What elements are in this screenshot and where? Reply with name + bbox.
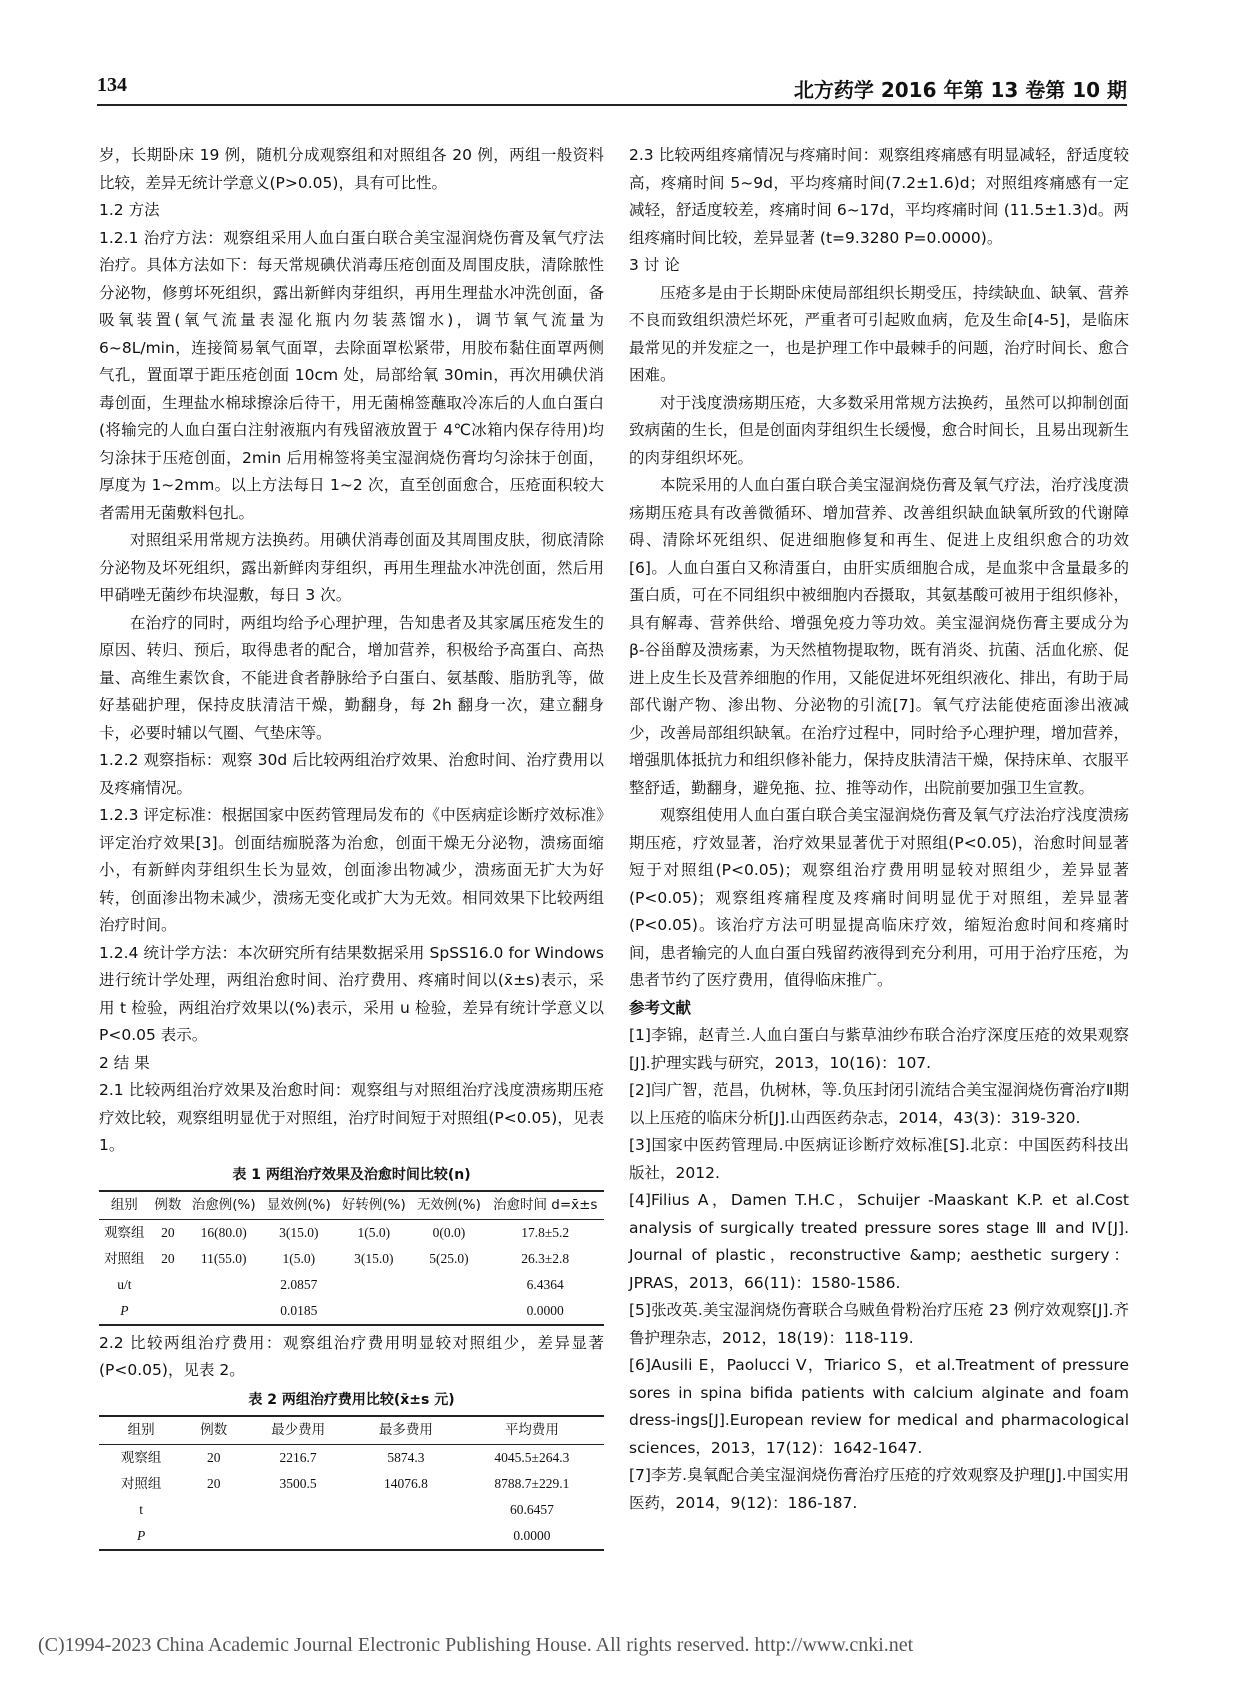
heading-methods: 1.2 方法	[99, 201, 160, 219]
table-cell: 16(80.0)	[200, 1224, 247, 1240]
heading-results: 2 结 果	[99, 1053, 150, 1072]
table-row	[99, 1298, 604, 1325]
copyright-footer: (C)1994-2023 China Academic Journal Electronic Publishing House. All rights reserved. http://www.cnki.net	[38, 1634, 914, 1656]
heading-discussion: 3 讨 论	[629, 256, 680, 274]
table-row	[99, 1272, 604, 1298]
table-cell: 17.8±5.2	[521, 1224, 570, 1240]
paragraph-discussion-1: 压疮多是由于长期卧床使局部组织长期受压，持续缺血、缺氧、营养不良而致组织溃烂坏死，严重者可引起败血病，危及生命[4-5]，是临床最常见的并发症之一，也是护理工作中最棘手的问题，治疗时间长、愈合困难。	[629, 283, 1129, 384]
table-cell: 0.0000	[513, 1527, 551, 1543]
table-cell	[186, 1298, 261, 1325]
table2-caption: 表 2 两组治疗费用比较(x̄±s 元)	[248, 1391, 455, 1408]
table-cell	[150, 1298, 187, 1325]
table-cell: u/t	[117, 1276, 132, 1292]
table-cell: 2216.7	[279, 1449, 317, 1465]
table2-header: 例数	[200, 1421, 228, 1438]
table-cell: 0.0000	[526, 1302, 564, 1318]
header-rule	[97, 104, 1127, 106]
reference-item: [1]李锦，赵青兰.人血白蛋白与紫草油纱布联合治疗深度压疮的效果观察[J].护理实践与研究，2013，10(16)：107.	[629, 1026, 1129, 1072]
table-cell: 1(5.0)	[282, 1250, 316, 1266]
table-cell: 20	[161, 1250, 175, 1266]
table-cell: 3500.5	[279, 1475, 317, 1491]
table1	[99, 1190, 604, 1326]
table-cell: 3(15.0)	[354, 1250, 394, 1266]
reference-item: [5]张改英.美宝湿润烧伤膏联合乌贼鱼骨粉治疗压疮 23 例疗效观察[J].齐鲁护理杂志，2012，18(19)：118-119.	[629, 1301, 1129, 1347]
table-cell: 11(55.0)	[200, 1250, 247, 1266]
table2-header: 平均费用	[504, 1421, 559, 1438]
table1-header: 治愈时间 d=x̄±s	[492, 1196, 598, 1213]
heading-references: 参考文献	[629, 998, 692, 1017]
table-cell: 3(15.0)	[279, 1224, 319, 1240]
table-cell	[411, 1272, 486, 1298]
table-cell: 8788.7±229.1	[494, 1475, 570, 1491]
table-cell	[183, 1523, 244, 1550]
reference-item: [7]李芳.臭氧配合美宝湿润烧伤膏治疗压疮的疗效观察及护理[J].中国实用医药，2014，9(12)：186-187.	[629, 1466, 1129, 1512]
paragraph-indicators: 1.2.2 观察指标：观察 30d 后比较两组治疗效果、治愈时间、治疗费用以及疼痛情况。	[99, 751, 604, 797]
table-cell	[352, 1523, 460, 1550]
paragraph-discussion-4: 观察组使用人血白蛋白联合美宝湿润烧伤膏及氧气疗法治疗浅度溃疡期压疮，疗效显著，治疗效果显著优于对照组(P<0.05)，治愈时间显著短于对照组(P<0.05)；观察组治疗费用明显较对照组少，差异显著(P<0.05)；观察组疼痛程度及疼痛时间明显优于对照组，差异显著(P<0.05)。该治疗方法可明显提高临床疗效，缩短治愈时间和疼痛时间，患者输完的人血白蛋白残留药液得到充分利用，可用于治疗压疮，为患者节约了医疗费用，值得临床推广。	[629, 806, 1129, 989]
table-cell: 60.6457	[509, 1501, 554, 1517]
table2-header: 最多费用	[378, 1421, 433, 1438]
table-cell	[150, 1272, 187, 1298]
paragraph-discussion-2: 对于浅度溃疡期压疮，大多数采用常规方法换药，虽然可以抑制创面致病菌的生长，但是创面肉芽组织生长缓慢，愈合时间长，且易出现新生的肉芽组织坏死。	[629, 393, 1129, 467]
paragraph-treatment-method: 1.2.1 治疗方法：观察组采用人血白蛋白联合美宝湿润烧伤膏及氧气疗法治疗。具体方法如下：每天常规碘伏消毒压疮创面及周围皮肤，清除脓性分泌物，修剪坏死组织，露出新鲜肉芽组织，再用生理盐水冲洗创面，备吸氧装置(氧气流量表湿化瓶内勿装蒸馏水)，调节氧气流量为 6~8L/min，连接简易氧气面罩，去除面罩松紧带，用胶布黏住面罩两侧气孔，置面罩于距压疮创面 10cm 处，局部给氧 30min，再次用碘伏消毒创面，生理盐水棉球擦涂后待干，用无菌棉签蘸取冷冻后的人血白蛋白(将输完的人血白蛋白注射液瓶内有残留液放置于 4℃冰箱内保存待用)均匀涂抹于压疮创面，2min 后用棉签将美宝湿润烧伤膏均匀涂抹于创面，厚度为 1~2mm。以上方法每日 1~2 次，直至创面愈合，压疮面积较大者需用无菌敷料包扎。	[99, 228, 604, 522]
table-cell	[352, 1497, 460, 1523]
table-row	[99, 1219, 604, 1246]
table-cell: 20	[207, 1449, 221, 1465]
table-cell	[336, 1298, 411, 1325]
table-cell: 0.0185	[280, 1302, 318, 1318]
paragraph-criteria: 1.2.3 评定标准：根据国家中医药管理局发布的《中医病症诊断疗效标准》评定治疗效果[3]。创面结痂脱落为治愈，创面干燥无分泌物，溃疡面缩小，有新鲜肉芽组织生长为显效，创面渗出物减少，溃疡面无扩大为好转，创面渗出物未减少，溃疡无变化或扩大为无效。相同效果下比较两组治疗时间。	[99, 806, 604, 934]
paragraph-nursing: 在治疗的同时，两组均给予心理护理，告知患者及其家属压疮发生的原因、转归、预后，取得患者的配合，增加营养，积极给予高蛋白、高热量、高维生素饮食，不能进食者静脉给予白蛋白、氨基酸、脂肪乳等，做好基础护理，保持皮肤清洁干燥，勤翻身，每 2h 翻身一次，建立翻身卡，必要时辅以气圈、气垫床等。	[99, 613, 604, 742]
table-cell: 5874.3	[387, 1449, 425, 1465]
table-row	[99, 1471, 604, 1497]
reference-item: [6]Ausili E，Paolucci V，Triarico S，et al.Treatment of pressure sores in spina bifida patients with calcium alginate and foam dress-ings[J].European review for medical and pharmacological sciences，2013，17(12)：1642-1647.	[629, 1356, 1129, 1457]
table-cell: 对照组	[120, 1475, 162, 1491]
reference-item: [2]闫广智，范昌，仇树林，等.负压封闭引流结合美宝湿润烧伤膏治疗Ⅱ期以上压疮的临床分析[J].山西医药杂志，2014，43(3)：319-320.	[629, 1081, 1129, 1127]
table1-header: 显效例(%)	[266, 1196, 331, 1213]
table-cell: 0(0.0)	[432, 1224, 466, 1240]
paragraph-result-2-3: 2.3 比较两组疼痛情况与疼痛时间：观察组疼痛感有明显减轻，舒适度较高，疼痛时间 5~9d，平均疼痛时间(7.2±1.6)d；对照组疼痛感有一定减轻，舒适度较差，疼痛时间 6~17d，平均疼痛时间 (11.5±1.3)d。两组疼痛时间比较，差异显著 (t=9.3280 P=0.0000)。	[629, 146, 1129, 247]
table-cell: 1(5.0)	[357, 1224, 391, 1240]
table-row	[99, 1523, 604, 1550]
table-cell	[244, 1523, 352, 1550]
table-cell: 20	[161, 1224, 175, 1240]
paragraph-result-2-2: 2.2 比较两组治疗费用：观察组治疗费用明显较对照组少，差异显著(P<0.05)，见表 2。	[99, 1333, 604, 1379]
table-cell	[186, 1272, 261, 1298]
table2-header: 最少费用	[271, 1421, 326, 1438]
table-cell: P	[120, 1302, 129, 1318]
table1-header: 无效例(%)	[416, 1196, 481, 1213]
table2-header: 组别	[127, 1421, 155, 1438]
table1-caption: 表 1 两组治疗效果及治愈时间比较(n)	[232, 1166, 471, 1183]
table-row	[99, 1444, 604, 1471]
paragraph-discussion-3: 本院采用的人血白蛋白联合美宝湿润烧伤膏及氧气疗法，治疗浅度溃疡期压疮具有改善微循环、增加营养、改善组织缺血缺氧所致的代谢障碍、清除坏死组织、促进细胞修复和再生、促进上皮组织愈合的功效[6]。人血白蛋白又称清蛋白，由肝实质细胞合成，是血浆中含量最多的蛋白质，可在不同组织中被细胞内吞摄取，其氨基酸可被用于组织修补，具有解毒、营养供给、增强免疫力等功效。美宝湿润烧伤膏主要成分为 β-谷甾醇及溃疡素，为天然植物提取物，既有消炎、抗菌、活血化瘀、促进上皮生长及营养细胞的作用，又能促进坏死组织液化、排出，有助于局部代谢产物、渗出物、分泌物的引流[7]。氧气疗法能使疮面渗出液减少，改善局部组织缺氧。在治疗过程中，同时给予心理护理，增加营养，增强肌体抵抗力和组织修补能力，保持皮肤清洁干燥，保持床单、衣服平整舒适，勤翻身，避免拖、拉、推等动作，出院前要加强卫生宣教。	[629, 476, 1129, 797]
right-column	[629, 142, 1129, 1517]
table-cell: 4045.5±264.3	[494, 1449, 570, 1465]
table-cell	[244, 1497, 352, 1523]
table1-header: 治愈例(%)	[191, 1196, 256, 1213]
table-cell: 14076.8	[383, 1475, 428, 1491]
paragraph-control-group: 对照组采用常规方法换药。用碘伏消毒创面及其周围皮肤，彻底清除分泌物及坏死组织，露出新鲜肉芽组织，再用生理盐水冲洗创面，然后用甲硝唑无菌纱布块湿敷，每日 3 次。	[99, 531, 604, 604]
table-cell	[183, 1497, 244, 1523]
paragraph-patients: 岁，长期卧床 19 例，随机分成观察组和对照组各 20 例，两组一般资料比较，差异无统计学意义(P>0.05)，具有可比性。	[99, 146, 604, 192]
journal-title: 北方药学 2016 年第 13 卷第 10 期	[793, 78, 1127, 102]
table1-header: 组别	[110, 1196, 138, 1213]
table-cell: 6.4364	[526, 1276, 564, 1292]
table-row	[99, 1246, 604, 1272]
table1-header: 例数	[154, 1196, 182, 1213]
table-cell: 26.3±2.8	[521, 1250, 570, 1266]
table-cell	[411, 1298, 486, 1325]
reference-item: [3]国家中医药管理局.中医病证诊断疗效标准[S].北京：中国医药科技出版社，2012.	[629, 1136, 1129, 1182]
table-cell: P	[137, 1527, 146, 1543]
page-number: 134	[97, 74, 127, 96]
table-row	[99, 1497, 604, 1523]
table-cell: 对照组	[104, 1250, 145, 1266]
table-cell: t	[139, 1501, 144, 1517]
table-cell: 20	[207, 1475, 221, 1491]
table-cell: 观察组	[104, 1224, 145, 1240]
table-cell	[336, 1272, 411, 1298]
table-cell: 观察组	[120, 1449, 162, 1465]
table1-header: 好转例(%)	[341, 1196, 406, 1213]
table2	[99, 1415, 604, 1551]
paragraph-result-2-1: 2.1 比较两组治疗效果及治愈时间：观察组与对照组治疗浅度溃疡期压疮疗效比较，观察组明显优于对照组，治疗时间短于对照组(P<0.05)，见表 1。	[99, 1081, 604, 1154]
table-cell: 2.0857	[280, 1276, 318, 1292]
paragraph-statistics: 1.2.4 统计学方法：本次研究所有结果数据采用 SpSS16.0 for Windows 进行统计学处理，两组治愈时间、治疗费用、疼痛时间以(x̄±s)表示，采用 t 检验，两组治疗效果以(%)表示，采用 u 检验，差异有统计学意义以 P<0.05 表示。	[99, 943, 604, 1044]
reference-item: [4]Filius A，Damen T.H.C，Schuijer -Maaskant K.P. et al.Cost analysis of surgically treated pressure sores stage Ⅲ and Ⅳ[J]. Journal of plastic，reconstructive &amp; aesthetic surgery：JPRAS，2013，66(11)：1580-1586.	[629, 1191, 1129, 1292]
left-column	[99, 142, 604, 1555]
table-cell: 5(25.0)	[429, 1250, 469, 1266]
